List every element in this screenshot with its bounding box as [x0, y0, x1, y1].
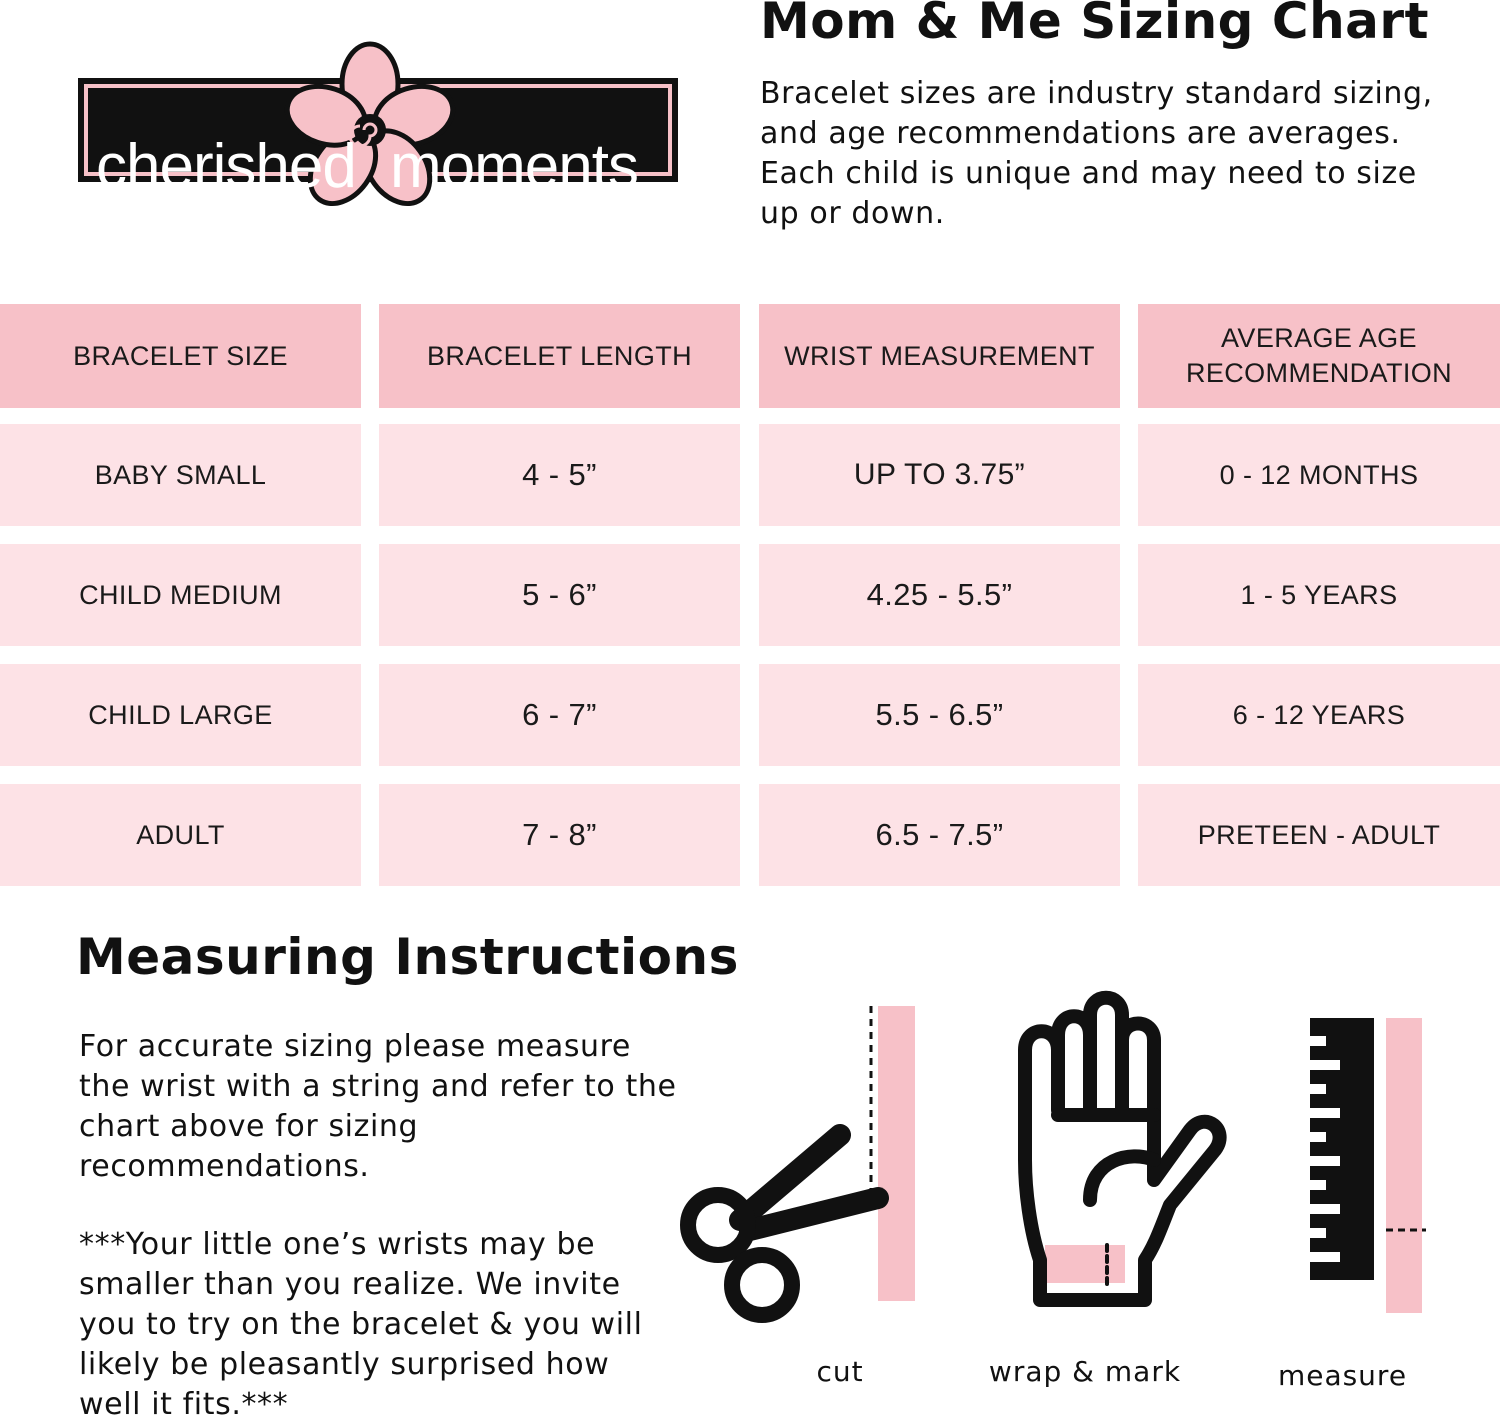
logo-text-right: moments — [390, 132, 638, 201]
brand-logo — [60, 40, 700, 220]
table-cell-size: CHILD MEDIUM — [0, 544, 361, 646]
measuring-steps-illustration — [670, 990, 1500, 1350]
logo-text-left: cherished — [96, 132, 356, 201]
intro-text: Bracelet sizes are industry standard sizing, and age recommendations are averages. Each child is unique and may need to size up or down. — [760, 76, 1433, 231]
table-cell-size: CHILD LARGE — [0, 664, 361, 766]
table-cell-wrist: 5.5 - 6.5” — [759, 664, 1120, 766]
table-cell-size: ADULT — [0, 784, 361, 886]
table-cell-size: BABY SMALL — [0, 424, 361, 526]
instructions-title: Measuring Instructions — [76, 928, 739, 986]
page-title: Mom & Me Sizing Chart — [760, 0, 1429, 50]
scissors-icon — [688, 1006, 915, 1315]
table-cell-age: 0 - 12 MONTHS — [1138, 424, 1500, 526]
table-cell-age: 6 - 12 YEARS — [1138, 664, 1500, 766]
header-average-age: AVERAGE AGE RECOMMENDATION — [1138, 304, 1500, 408]
step-label-wrap-mark: wrap & mark — [988, 1355, 1182, 1388]
header-bracelet-size: BRACELET SIZE — [0, 304, 361, 408]
header-bracelet-length: BRACELET LENGTH — [379, 304, 740, 408]
instructions-note: ***Your little one’s wrists may be smaller than you realize. We invite you to try on the bracelet & you will likely be pleasantly surprised how well it fits.*** — [79, 1227, 643, 1422]
table-cell-wrist: 4.25 - 5.5” — [759, 544, 1120, 646]
table-cell-length: 7 - 8” — [379, 784, 740, 886]
table-cell-age: 1 - 5 YEARS — [1138, 544, 1500, 646]
step-label-cut: cut — [816, 1355, 864, 1388]
table-cell-length: 4 - 5” — [379, 424, 740, 526]
ruler-icon — [1310, 1018, 1426, 1313]
header-wrist-measurement: WRIST MEASUREMENT — [759, 304, 1120, 408]
table-cell-wrist: UP TO 3.75” — [759, 424, 1120, 526]
step-label-measure: measure — [1277, 1359, 1408, 1392]
table-cell-length: 6 - 7” — [379, 664, 740, 766]
table-cell-wrist: 6.5 - 7.5” — [759, 784, 1120, 886]
table-cell-length: 5 - 6” — [379, 544, 740, 646]
hand-icon — [1025, 998, 1220, 1300]
instructions-text: For accurate sizing please measure the wrist with a string and refer to the chart above for sizing recommendations. — [79, 1029, 677, 1184]
table-cell-age: PRETEEN - ADULT — [1138, 784, 1500, 886]
